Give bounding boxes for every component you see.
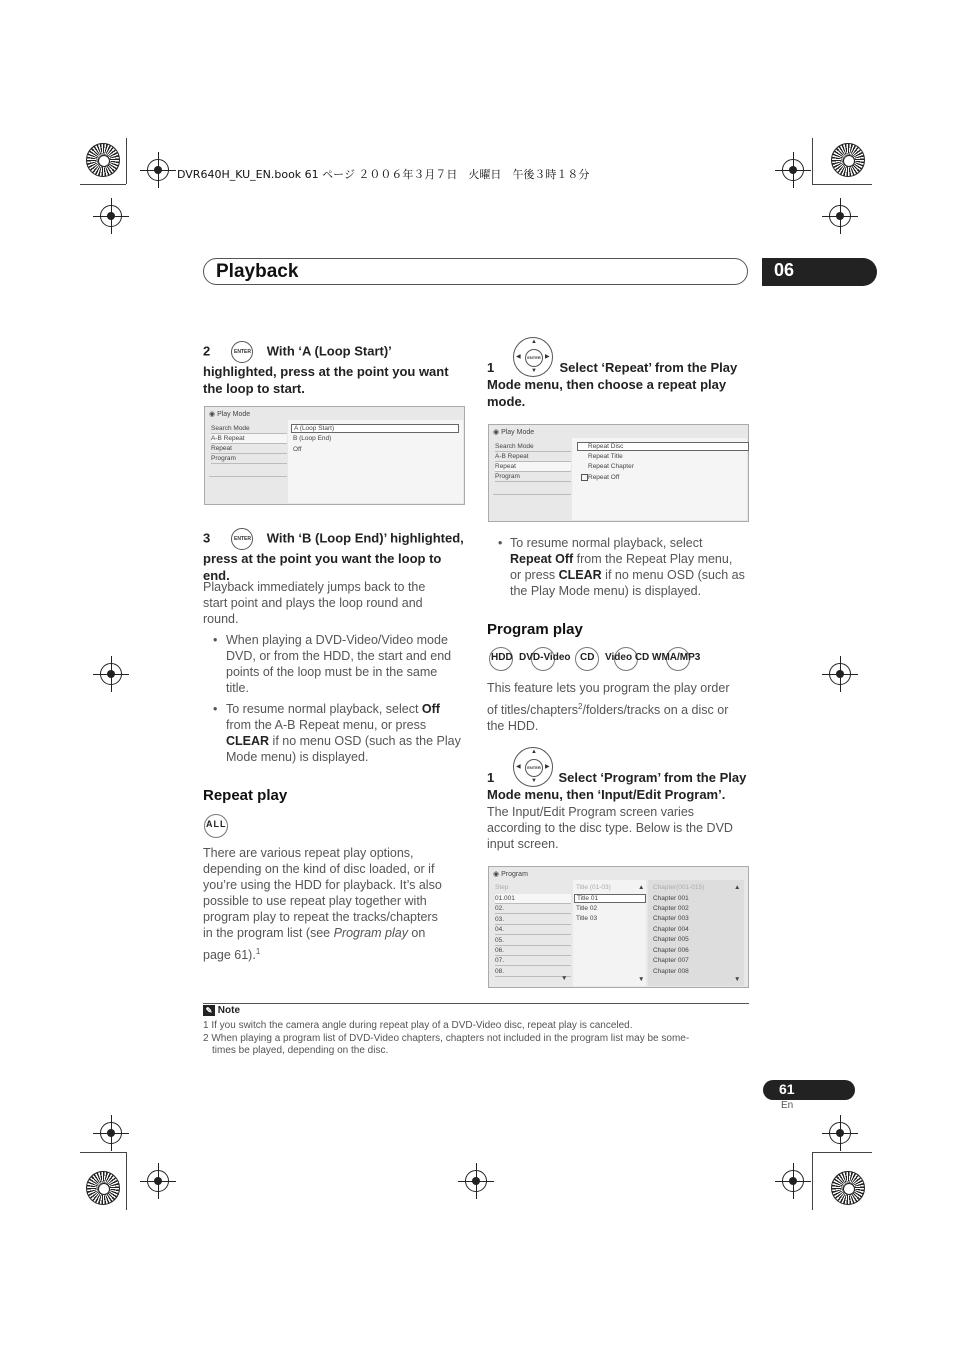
osd-menu-item: Search Mode bbox=[211, 424, 287, 434]
program-play-body: This feature lets you program the play order of titles/chapters$^2$/folders/tracks on a disc or the HDD. bbox=[487, 681, 730, 734]
title-option-selected: Title 01 bbox=[574, 894, 646, 903]
osd-play-mode-ab-repeat bbox=[204, 406, 465, 505]
bullet-marker: • bbox=[498, 536, 503, 550]
osd-header: ◉ Play Mode bbox=[493, 429, 535, 436]
crosshair-mark bbox=[829, 1122, 851, 1144]
step-title: Mode menu, then ‘Input/Edit Program’. bbox=[487, 787, 726, 802]
crosshair-mark bbox=[147, 1170, 169, 1192]
osd-option-selected: Repeat Disc bbox=[577, 442, 749, 451]
chapter-column-label: Chapter(001-015) bbox=[653, 884, 705, 891]
step-title: press at the point you want the loop to bbox=[203, 551, 442, 566]
chapter-tab bbox=[762, 258, 877, 286]
scroll-down-arrow-icon: ▼ bbox=[734, 976, 741, 983]
crosshair-mark bbox=[829, 663, 851, 685]
step-column-label: Step bbox=[495, 884, 509, 891]
step-title: highlighted, press at the point you want bbox=[203, 364, 449, 379]
chapter-option: Chapter 007 bbox=[653, 957, 689, 964]
footnote-2-cont: times be played, depending on the disc. bbox=[212, 1045, 389, 1056]
step-title: With ‘B (Loop End)’ highlighted, bbox=[266, 530, 464, 546]
osd-option: Repeat Off bbox=[581, 474, 619, 481]
step-title: the loop to start. bbox=[203, 381, 305, 396]
step-number: 1 bbox=[487, 360, 495, 375]
bullet-marker: • bbox=[213, 633, 218, 647]
bullet-marker: • bbox=[213, 702, 218, 716]
footnote-1: 1 If you switch the camera angle during repeat play of a DVD-Video disc, repeat play is canceled. bbox=[203, 1020, 633, 1031]
chapter-option: Chapter 008 bbox=[653, 968, 689, 975]
dvd-video-badge: DVD-Video bbox=[519, 652, 571, 663]
registration-burst-top-right bbox=[831, 143, 865, 177]
crosshair-mark bbox=[782, 159, 804, 181]
osd-program-input bbox=[488, 866, 749, 988]
enter-button-icon: ENTER bbox=[231, 528, 253, 550]
enter-button-icon: ENTER bbox=[231, 341, 253, 363]
section-title: Playback bbox=[216, 261, 299, 282]
chapter-option: Chapter 003 bbox=[653, 915, 689, 922]
chapter-option: Chapter 001 bbox=[653, 895, 689, 902]
checkbox-icon bbox=[581, 474, 588, 481]
chapter-option: Chapter 005 bbox=[653, 936, 689, 943]
registration-burst-top-left bbox=[86, 143, 120, 177]
crop-line bbox=[80, 184, 126, 185]
footnote-ref: 1 bbox=[255, 947, 261, 956]
step-row: 06. bbox=[495, 946, 571, 956]
crosshair-mark bbox=[100, 663, 122, 685]
step-row: 02. bbox=[495, 904, 571, 914]
scroll-down-arrow-icon: ▼ bbox=[638, 976, 645, 983]
all-badge: ALL bbox=[206, 819, 227, 829]
step-number: 3 bbox=[203, 530, 211, 546]
step-row: 08. bbox=[495, 967, 571, 977]
crosshair-mark bbox=[147, 159, 169, 181]
chapter-column bbox=[648, 880, 744, 986]
step-title: end. bbox=[203, 568, 230, 583]
step-title: With ‘A (Loop Start)’ bbox=[266, 343, 392, 359]
chapter-option: Chapter 004 bbox=[653, 926, 689, 933]
note-header: ✎ Note bbox=[203, 1005, 240, 1016]
crosshair-mark bbox=[782, 1170, 804, 1192]
repeat-play-heading: Repeat play bbox=[203, 787, 288, 804]
disc-icon: ◉ bbox=[209, 411, 216, 418]
footnote-2: 2 When playing a program list of DVD-Video chapters, chapters not included in the program list may be some- bbox=[203, 1033, 690, 1044]
registration-burst-bottom-right bbox=[831, 1171, 865, 1205]
osd-option: Repeat Title bbox=[588, 453, 623, 460]
page-number-tab bbox=[763, 1080, 855, 1100]
osd-options-panel bbox=[572, 438, 747, 520]
step-1-program-body: The Input/Edit Program screen varies according to the disc type. Below is the DVD input screen. bbox=[487, 805, 733, 851]
crop-line bbox=[812, 1152, 872, 1153]
step-title: mode. bbox=[487, 394, 526, 409]
clear-keyword: CLEAR bbox=[226, 734, 270, 748]
crosshair-mark bbox=[100, 1122, 122, 1144]
step-3-heading bbox=[203, 528, 465, 584]
step-row: 03. bbox=[495, 915, 571, 925]
wma-mp3-badge: WMA/MP3 bbox=[652, 652, 701, 663]
page-number: 61 bbox=[779, 1081, 795, 1097]
footnote-ref: 2 bbox=[578, 702, 583, 711]
bullet-repeat-off: To resume normal playback, select Repeat Off from the Repeat Play menu, or press CLEAR if no menu OSD (such as the Play Mode menu) is displayed. bbox=[510, 536, 745, 598]
osd-header: ◉ Play Mode bbox=[209, 411, 251, 418]
osd-option: Repeat Chapter bbox=[588, 463, 634, 470]
chapter-option: Chapter 002 bbox=[653, 905, 689, 912]
title-option: Title 03 bbox=[576, 915, 598, 922]
crop-line bbox=[126, 138, 127, 184]
osd-option: Off bbox=[293, 446, 302, 453]
section-title-bar bbox=[203, 258, 748, 285]
chapter-number: 06 bbox=[774, 260, 795, 280]
osd-menu-item: Repeat bbox=[495, 462, 571, 472]
program-play-reference: Program play bbox=[333, 926, 408, 940]
crop-line bbox=[812, 138, 813, 184]
osd-menu-item: Program bbox=[211, 454, 287, 464]
step-title: Mode menu, then choose a repeat play bbox=[487, 377, 727, 392]
bullet-loop-same-title: When playing a DVD-Video/Video mode DVD, or from the HDD, the start and end points of the loop must be in the same title. bbox=[226, 633, 452, 695]
osd-menu-item: Repeat bbox=[211, 444, 287, 454]
step-title: Select ‘Program’ from the Play bbox=[558, 770, 747, 785]
title-option: Title 02 bbox=[576, 905, 598, 912]
video-cd-badge: Video CD bbox=[605, 652, 650, 663]
note-icon: ✎ bbox=[203, 1005, 215, 1016]
step-number: 1 bbox=[487, 770, 495, 785]
step-row: 05. bbox=[495, 936, 571, 946]
osd-menu-item: Search Mode bbox=[495, 442, 571, 452]
disc-icon: ◉ bbox=[493, 871, 500, 878]
print-header: DVR640H_KU_EN.book 61 ページ ２００６年３月７日 火曜日 午後３時１８分 bbox=[177, 168, 590, 181]
step-1-repeat-heading bbox=[487, 359, 749, 410]
title-column bbox=[573, 880, 646, 986]
off-keyword: Off bbox=[421, 702, 440, 716]
osd-options-panel bbox=[288, 420, 463, 503]
crop-line bbox=[126, 1152, 127, 1210]
osd-option: B (Loop End) bbox=[293, 435, 332, 442]
crop-line bbox=[812, 1152, 813, 1210]
step-row: 07. bbox=[495, 956, 571, 966]
osd-header: ◉ Program bbox=[493, 871, 528, 878]
disc-icon: ◉ bbox=[493, 429, 500, 436]
title-column-label: Title (01-03) bbox=[576, 884, 611, 891]
step-2-heading bbox=[203, 341, 465, 397]
remote-dpad-icon: ▲ ▼ ◀ ▶ ENTER bbox=[513, 747, 553, 787]
step-row: 01.001 bbox=[495, 894, 571, 904]
step-3-body: Playback immediately jumps back to the start point and plays the loop round and round. bbox=[203, 580, 426, 626]
osd-menu-item: A-B Repeat bbox=[211, 434, 287, 444]
remote-dpad-icon: ▲ ▼ ◀ ▶ ENTER bbox=[513, 337, 553, 377]
page-language: En bbox=[781, 1100, 794, 1111]
step-row: 04. bbox=[495, 925, 571, 935]
crosshair-mark bbox=[465, 1170, 487, 1192]
step-number: 2 bbox=[203, 343, 211, 359]
osd-play-mode-repeat bbox=[488, 424, 749, 522]
osd-option-selected: A (Loop Start) bbox=[291, 424, 459, 433]
osd-menu-item: Program bbox=[495, 472, 571, 482]
step-title: Select ‘Repeat’ from the Play bbox=[559, 360, 738, 375]
hdd-badge: HDD bbox=[491, 652, 513, 663]
bullet-resume-normal: To resume normal playback, select Off from the A-B Repeat menu, or press CLEAR if no menu OSD (such as the Play Mode menu) is displayed. bbox=[226, 702, 461, 764]
crop-line bbox=[80, 1152, 126, 1153]
clear-keyword: CLEAR bbox=[558, 568, 602, 582]
repeat-play-body: There are various repeat play options, depending on the kind of disc loaded, or if you’re using the HDD for playback. It’s also possible to use repeat play together with program play to repeat the tracks/chapters in the program list (see Program play on page 61).$^1$ bbox=[203, 846, 442, 963]
crosshair-mark bbox=[829, 205, 851, 227]
repeat-off-keyword: Repeat Off bbox=[510, 552, 574, 566]
chapter-option: Chapter 006 bbox=[653, 947, 689, 954]
crop-line bbox=[812, 184, 872, 185]
scroll-up-arrow-icon: ▲ bbox=[734, 884, 741, 891]
step-1-program-heading bbox=[487, 769, 749, 803]
crosshair-mark bbox=[100, 205, 122, 227]
cd-badge: CD bbox=[580, 652, 595, 663]
program-play-heading: Program play bbox=[487, 621, 583, 638]
note-divider bbox=[203, 1003, 749, 1004]
scroll-down-arrow-icon: ▼ bbox=[561, 975, 568, 982]
osd-menu-item: A-B Repeat bbox=[495, 452, 571, 462]
registration-burst-bottom-left bbox=[86, 1171, 120, 1205]
scroll-up-arrow-icon: ▲ bbox=[638, 884, 645, 891]
